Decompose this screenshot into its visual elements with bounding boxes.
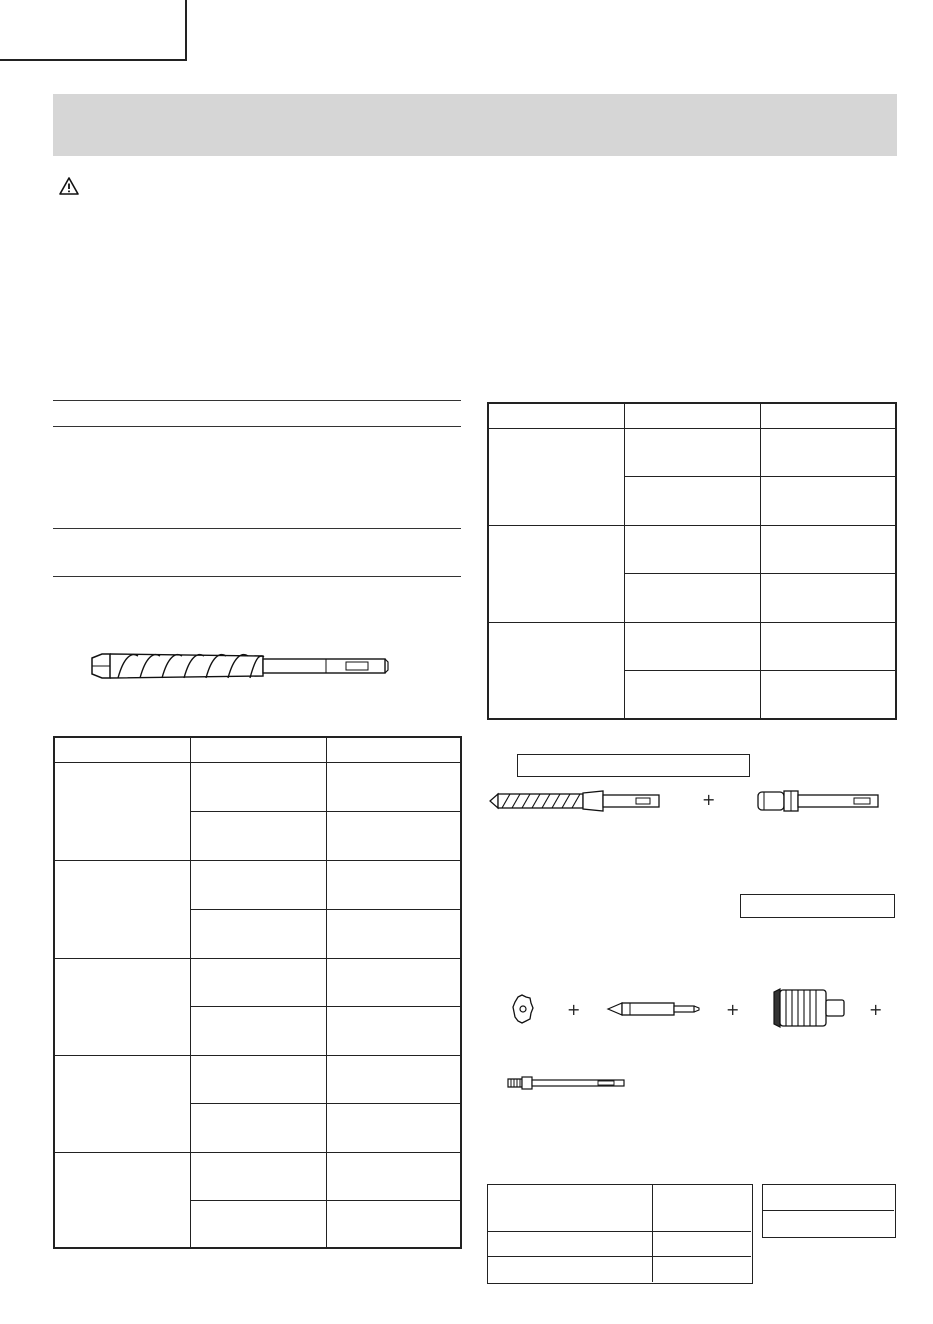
rule-2 bbox=[53, 426, 461, 427]
bottom-note-box bbox=[762, 1184, 896, 1238]
left-spec-table bbox=[53, 736, 462, 1249]
plus-sign: + bbox=[567, 1000, 581, 1019]
rule-3 bbox=[53, 528, 461, 529]
plus-sign: + bbox=[726, 1000, 740, 1019]
shank-adapter-icon bbox=[756, 786, 882, 816]
guide-plate-icon bbox=[512, 994, 534, 1024]
core-bit-label-box bbox=[740, 894, 895, 918]
tapered-shank-label-box bbox=[517, 754, 750, 777]
plus-sign: + bbox=[869, 1000, 883, 1019]
warning-triangle-icon bbox=[58, 176, 80, 196]
plus-sign: + bbox=[702, 790, 716, 809]
core-adapter-rod-icon bbox=[506, 1073, 628, 1093]
drill-bit-icon bbox=[88, 648, 390, 684]
bottom-spec-table bbox=[487, 1184, 753, 1284]
section-banner bbox=[53, 94, 897, 156]
core-bit-icon bbox=[770, 986, 850, 1030]
page-tab-frame bbox=[0, 0, 187, 61]
rule-1 bbox=[53, 400, 461, 401]
taper-shank-bit-icon bbox=[488, 788, 663, 814]
rule-4 bbox=[53, 576, 461, 577]
center-pin-icon bbox=[606, 1000, 702, 1018]
right-spec-table bbox=[487, 402, 897, 720]
